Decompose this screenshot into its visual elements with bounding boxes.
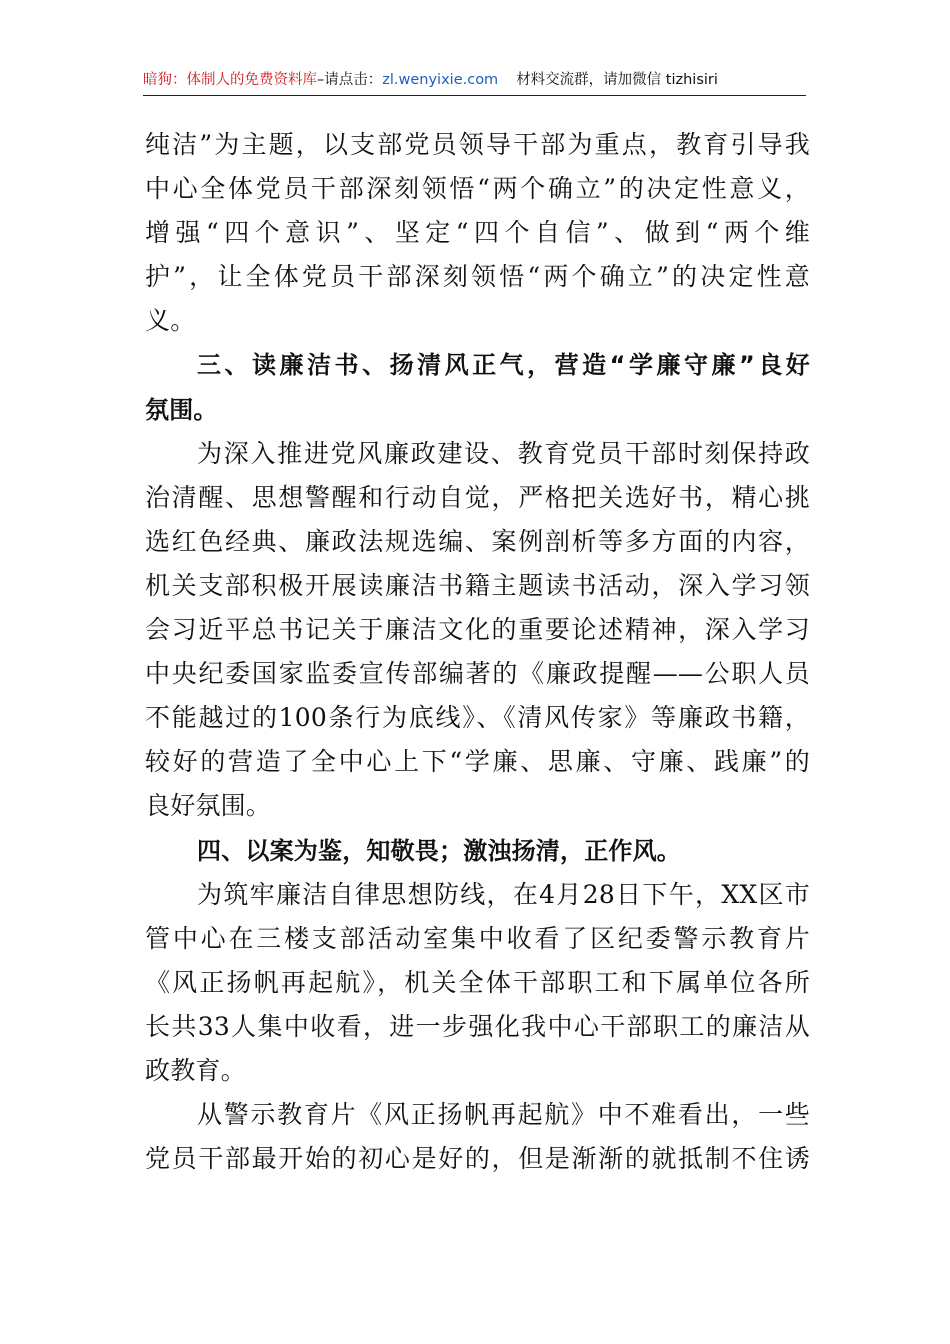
header-brand: 暗狗：体制人的免费资料库 [143, 72, 317, 88]
body-line: 政教育。 [145, 1055, 246, 1085]
body-line: 不能越过的100条行为底线》、《清风传家》等廉政书籍， [145, 703, 810, 733]
body-line: 会习近平总书记关于廉洁文化的重要论述精神，深入学习 [145, 615, 810, 645]
body-line: 为深入推进党风廉政建设、教育党员干部时刻保持政 [197, 438, 810, 468]
header-divider [143, 95, 806, 96]
body-line: 从警示教育片《风正扬帆再起航》中不难看出，一些 [197, 1100, 810, 1130]
body-line: 管中心在三楼支部活动室集中收看了区纪委警示教育片 [145, 923, 810, 953]
body-line: 《风正扬帆再起航》，机关全体干部职工和下属单位各所 [145, 967, 810, 997]
body-line: 护”，让全体党员干部深刻领悟“两个确立”的决定性意 [145, 262, 810, 292]
section-heading-3: 三、读廉洁书、扬清风正气，营造“学廉守廉”良好 [197, 351, 810, 380]
body-line: 良好氛围。 [145, 791, 272, 821]
document-body [145, 123, 810, 1181]
body-line: 机关支部积极开展读廉洁书籍主题读书活动，深入学习领 [145, 570, 810, 600]
body-line: 纯洁”为主题，以支部党员领导干部为重点，教育引导我 [145, 130, 810, 159]
page-header [143, 68, 806, 94]
body-line: 长共33人集中收看，进一步强化我中心干部职工的廉洁从 [145, 1011, 810, 1041]
header-contact: 材料交流群，请加微信 tizhisiri [516, 72, 718, 88]
body-line: 党员干部最开始的初心是好的，但是渐渐的就抵制不住诱 [145, 1144, 810, 1174]
body-line: 较好的营造了全中心上下“学廉、思廉、守廉、践廉”的 [145, 747, 810, 777]
body-line: 为筑牢廉洁自律思想防线，在4月28日下午，XX区市 [197, 879, 810, 909]
section-heading-3-cont: 氛围。 [145, 395, 218, 424]
body-line: 选红色经典、廉政法规选编、案例剖析等多方面的内容， [145, 526, 810, 556]
body-line: 增强“四个意识”、坚定“四个自信”、做到“两个维 [145, 218, 810, 248]
header-url-link[interactable]: zl.wenyixie.com [382, 72, 499, 88]
header-click-prompt: –请点击： [317, 72, 383, 88]
body-line: 中心全体党员干部深刻领悟“两个确立”的决定性意义， [145, 174, 810, 204]
body-line: 义。 [145, 306, 196, 336]
body-line: 治清醒、思想警醒和行动自觉，严格把关选好书，精心挑 [145, 482, 810, 512]
body-line: 中央纪委国家监委宣传部编著的《廉政提醒——公职人员 [145, 659, 810, 689]
section-heading-4: 四、以案为鉴，知敬畏；激浊扬清，正作风。 [197, 836, 681, 865]
